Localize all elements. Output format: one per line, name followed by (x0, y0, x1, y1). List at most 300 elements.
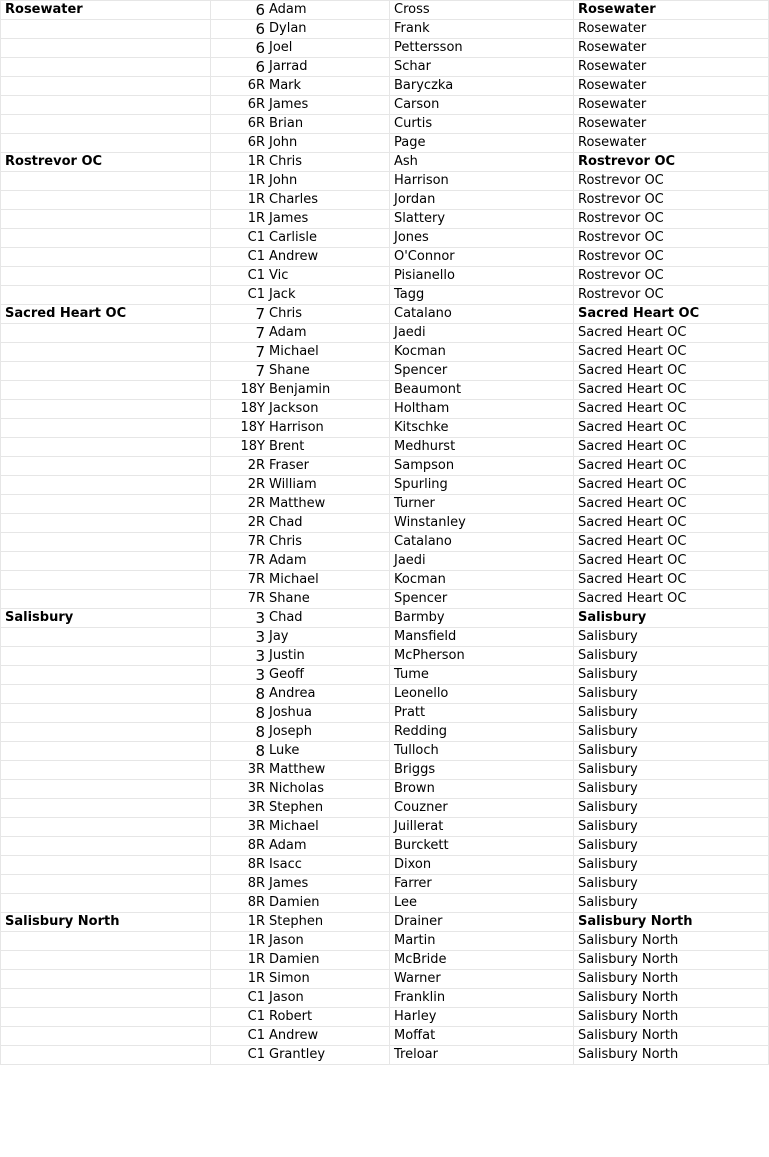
team-cell: Rostrevor OC (574, 286, 769, 305)
last-name-cell: Pratt (390, 704, 574, 723)
grade-cell: 2R (211, 476, 268, 495)
team-cell: Salisbury (574, 856, 769, 875)
table-row (1, 191, 769, 210)
first-name-cell: Chad (267, 609, 390, 628)
last-name-cell: Ash (390, 153, 574, 172)
grade-cell: 8 (211, 685, 268, 704)
first-name-cell: Luke (267, 742, 390, 761)
table-row (1, 343, 769, 362)
team-cell: Salisbury (574, 894, 769, 913)
table-row (1, 856, 769, 875)
club-cell (1, 210, 211, 229)
table-row (1, 514, 769, 533)
team-cell: Sacred Heart OC (574, 476, 769, 495)
team-cell: Salisbury North (574, 970, 769, 989)
grade-cell: C1 (211, 267, 268, 286)
table-row (1, 894, 769, 913)
club-cell (1, 1027, 211, 1046)
last-name-cell: Moffat (390, 1027, 574, 1046)
grade-cell: 6R (211, 134, 268, 153)
first-name-cell: Michael (267, 571, 390, 590)
club-cell (1, 533, 211, 552)
grade-cell: 1R (211, 951, 268, 970)
table-row (1, 286, 769, 305)
last-name-cell: Page (390, 134, 574, 153)
club-cell (1, 286, 211, 305)
grade-cell: 8 (211, 723, 268, 742)
table-row (1, 799, 769, 818)
team-cell: Sacred Heart OC (574, 590, 769, 609)
table-row (1, 267, 769, 286)
club-cell (1, 20, 211, 39)
first-name-cell: Grantley (267, 1046, 390, 1065)
team-cell: Sacred Heart OC (574, 305, 769, 324)
club-cell (1, 761, 211, 780)
club-cell (1, 685, 211, 704)
team-cell: Salisbury (574, 666, 769, 685)
club-cell (1, 894, 211, 913)
grade-cell: 6R (211, 115, 268, 134)
team-cell: Salisbury (574, 742, 769, 761)
team-cell: Sacred Heart OC (574, 457, 769, 476)
last-name-cell: Redding (390, 723, 574, 742)
last-name-cell: Spurling (390, 476, 574, 495)
last-name-cell: Pisianello (390, 267, 574, 286)
team-cell: Rosewater (574, 134, 769, 153)
first-name-cell: Jarrad (267, 58, 390, 77)
club-cell (1, 77, 211, 96)
grade-cell: 6R (211, 96, 268, 115)
first-name-cell: Joshua (267, 704, 390, 723)
last-name-cell: Baryczka (390, 77, 574, 96)
club-cell (1, 590, 211, 609)
first-name-cell: Simon (267, 970, 390, 989)
grade-cell: 18Y (211, 400, 268, 419)
last-name-cell: Leonello (390, 685, 574, 704)
table-row (1, 58, 769, 77)
grade-cell: 3R (211, 761, 268, 780)
first-name-cell: Damien (267, 894, 390, 913)
last-name-cell: Kitschke (390, 419, 574, 438)
first-name-cell: James (267, 210, 390, 229)
first-name-cell: Dylan (267, 20, 390, 39)
last-name-cell: Slattery (390, 210, 574, 229)
table-row (1, 20, 769, 39)
grade-cell: 1R (211, 153, 268, 172)
club-cell (1, 191, 211, 210)
table-row (1, 438, 769, 457)
grade-cell: 7 (211, 324, 268, 343)
table-row (1, 704, 769, 723)
club-cell (1, 628, 211, 647)
team-cell: Rostrevor OC (574, 172, 769, 191)
team-cell: Sacred Heart OC (574, 324, 769, 343)
club-cell (1, 115, 211, 134)
club-cell (1, 704, 211, 723)
first-name-cell: Adam (267, 1, 390, 20)
team-cell: Rosewater (574, 20, 769, 39)
club-cell (1, 552, 211, 571)
last-name-cell: Burckett (390, 837, 574, 856)
last-name-cell: McPherson (390, 647, 574, 666)
last-name-cell: Mansfield (390, 628, 574, 647)
club-cell (1, 1008, 211, 1027)
table-row (1, 875, 769, 894)
grade-cell: 7 (211, 362, 268, 381)
table-row (1, 476, 769, 495)
team-cell: Salisbury (574, 609, 769, 628)
team-cell: Rosewater (574, 39, 769, 58)
club-cell (1, 172, 211, 191)
club-cell (1, 229, 211, 248)
first-name-cell: Jason (267, 989, 390, 1008)
first-name-cell: Joel (267, 39, 390, 58)
last-name-cell: Jones (390, 229, 574, 248)
last-name-cell: Holtham (390, 400, 574, 419)
last-name-cell: Martin (390, 932, 574, 951)
first-name-cell: Andrea (267, 685, 390, 704)
last-name-cell: Barmby (390, 609, 574, 628)
table-row (1, 742, 769, 761)
club-cell (1, 495, 211, 514)
grade-cell: 1R (211, 932, 268, 951)
first-name-cell: Nicholas (267, 780, 390, 799)
first-name-cell: Jackson (267, 400, 390, 419)
club-cell (1, 514, 211, 533)
team-cell: Rostrevor OC (574, 248, 769, 267)
grade-cell: 3R (211, 818, 268, 837)
table-row (1, 248, 769, 267)
grade-cell: 8R (211, 837, 268, 856)
team-cell: Sacred Heart OC (574, 552, 769, 571)
table-row (1, 172, 769, 191)
team-cell: Salisbury (574, 799, 769, 818)
club-cell (1, 419, 211, 438)
grade-cell: 8 (211, 704, 268, 723)
table-row (1, 1008, 769, 1027)
team-cell: Rostrevor OC (574, 191, 769, 210)
table-row (1, 39, 769, 58)
first-name-cell: Shane (267, 362, 390, 381)
table-row (1, 1027, 769, 1046)
last-name-cell: Warner (390, 970, 574, 989)
table-row (1, 210, 769, 229)
first-name-cell: Chris (267, 153, 390, 172)
grade-cell: C1 (211, 1046, 268, 1065)
team-cell: Rosewater (574, 96, 769, 115)
last-name-cell: Beaumont (390, 381, 574, 400)
first-name-cell: John (267, 172, 390, 191)
grade-cell: 8 (211, 742, 268, 761)
grade-cell: 1R (211, 210, 268, 229)
last-name-cell: Schar (390, 58, 574, 77)
first-name-cell: Jay (267, 628, 390, 647)
first-name-cell: Damien (267, 951, 390, 970)
first-name-cell: William (267, 476, 390, 495)
club-cell (1, 438, 211, 457)
club-cell: Sacred Heart OC (1, 305, 211, 324)
table-row (1, 761, 769, 780)
team-cell: Salisbury (574, 647, 769, 666)
last-name-cell: Harrison (390, 172, 574, 191)
table-row (1, 666, 769, 685)
club-cell (1, 362, 211, 381)
club-cell (1, 324, 211, 343)
club-cell (1, 742, 211, 761)
club-cell (1, 970, 211, 989)
first-name-cell: Chris (267, 305, 390, 324)
team-cell: Sacred Heart OC (574, 400, 769, 419)
team-cell: Salisbury North (574, 1046, 769, 1065)
grade-cell: 6 (211, 1, 268, 20)
club-cell (1, 457, 211, 476)
grade-cell: 7R (211, 552, 268, 571)
team-cell: Salisbury (574, 818, 769, 837)
club-cell (1, 58, 211, 77)
last-name-cell: Treloar (390, 1046, 574, 1065)
table-row (1, 970, 769, 989)
table-row (1, 495, 769, 514)
team-cell: Salisbury North (574, 1008, 769, 1027)
first-name-cell: Adam (267, 324, 390, 343)
grade-cell: 7 (211, 343, 268, 362)
grade-cell: 7 (211, 305, 268, 324)
first-name-cell: Joseph (267, 723, 390, 742)
team-cell: Salisbury (574, 761, 769, 780)
first-name-cell: Fraser (267, 457, 390, 476)
last-name-cell: Farrer (390, 875, 574, 894)
table-row (1, 533, 769, 552)
first-name-cell: Adam (267, 552, 390, 571)
team-cell: Rostrevor OC (574, 267, 769, 286)
last-name-cell: Lee (390, 894, 574, 913)
first-name-cell: Justin (267, 647, 390, 666)
last-name-cell: Tulloch (390, 742, 574, 761)
grade-cell: 7R (211, 571, 268, 590)
club-cell (1, 666, 211, 685)
last-name-cell: Briggs (390, 761, 574, 780)
club-cell (1, 723, 211, 742)
first-name-cell: Jason (267, 932, 390, 951)
grade-cell: C1 (211, 989, 268, 1008)
grade-cell: 1R (211, 913, 268, 932)
first-name-cell: Matthew (267, 761, 390, 780)
team-cell: Sacred Heart OC (574, 514, 769, 533)
table-row (1, 362, 769, 381)
first-name-cell: James (267, 875, 390, 894)
team-cell: Salisbury North (574, 1027, 769, 1046)
grade-cell: 2R (211, 514, 268, 533)
first-name-cell: Charles (267, 191, 390, 210)
last-name-cell: Harley (390, 1008, 574, 1027)
team-cell: Rostrevor OC (574, 229, 769, 248)
team-cell: Salisbury North (574, 951, 769, 970)
team-cell: Sacred Heart OC (574, 495, 769, 514)
last-name-cell: Brown (390, 780, 574, 799)
club-cell (1, 267, 211, 286)
first-name-cell: Adam (267, 837, 390, 856)
last-name-cell: Kocman (390, 343, 574, 362)
last-name-cell: Frank (390, 20, 574, 39)
last-name-cell: Kocman (390, 571, 574, 590)
first-name-cell: Brian (267, 115, 390, 134)
team-cell: Salisbury (574, 685, 769, 704)
first-name-cell: Shane (267, 590, 390, 609)
table-row (1, 552, 769, 571)
table-row (1, 989, 769, 1008)
grade-cell: C1 (211, 1008, 268, 1027)
club-cell (1, 932, 211, 951)
team-cell: Salisbury (574, 875, 769, 894)
roster-body (1, 1, 769, 1065)
grade-cell: 6 (211, 20, 268, 39)
table-row (1, 419, 769, 438)
club-cell (1, 875, 211, 894)
table-row (1, 647, 769, 666)
last-name-cell: Tume (390, 666, 574, 685)
team-cell: Sacred Heart OC (574, 343, 769, 362)
table-row (1, 723, 769, 742)
last-name-cell: Jaedi (390, 552, 574, 571)
table-row (1, 818, 769, 837)
club-cell (1, 96, 211, 115)
club-cell (1, 381, 211, 400)
last-name-cell: Winstanley (390, 514, 574, 533)
table-row (1, 229, 769, 248)
first-name-cell: Andrew (267, 248, 390, 267)
table-row (1, 324, 769, 343)
club-cell (1, 39, 211, 58)
table-row (1, 685, 769, 704)
team-cell: Salisbury (574, 837, 769, 856)
last-name-cell: Pettersson (390, 39, 574, 58)
team-cell: Sacred Heart OC (574, 438, 769, 457)
club-cell: Rostrevor OC (1, 153, 211, 172)
table-row (1, 381, 769, 400)
first-name-cell: Brent (267, 438, 390, 457)
team-cell: Sacred Heart OC (574, 571, 769, 590)
club-cell (1, 951, 211, 970)
table-row (1, 628, 769, 647)
first-name-cell: Stephen (267, 913, 390, 932)
table-row (1, 153, 769, 172)
first-name-cell: Stephen (267, 799, 390, 818)
last-name-cell: Catalano (390, 533, 574, 552)
grade-cell: 1R (211, 172, 268, 191)
grade-cell: 3 (211, 609, 268, 628)
last-name-cell: Dixon (390, 856, 574, 875)
club-cell: Rosewater (1, 1, 211, 20)
table-row (1, 951, 769, 970)
club-cell (1, 134, 211, 153)
last-name-cell: Medhurst (390, 438, 574, 457)
team-cell: Sacred Heart OC (574, 419, 769, 438)
team-cell: Salisbury North (574, 932, 769, 951)
club-cell (1, 400, 211, 419)
club-cell (1, 1046, 211, 1065)
last-name-cell: O'Connor (390, 248, 574, 267)
first-name-cell: Andrew (267, 1027, 390, 1046)
grade-cell: 7R (211, 590, 268, 609)
club-cell: Salisbury (1, 609, 211, 628)
table-row (1, 400, 769, 419)
table-row (1, 932, 769, 951)
grade-cell: 3R (211, 780, 268, 799)
team-cell: Sacred Heart OC (574, 362, 769, 381)
club-cell (1, 780, 211, 799)
club-cell (1, 248, 211, 267)
table-row (1, 96, 769, 115)
team-cell: Salisbury (574, 704, 769, 723)
first-name-cell: John (267, 134, 390, 153)
grade-cell: 7R (211, 533, 268, 552)
first-name-cell: Matthew (267, 495, 390, 514)
last-name-cell: Couzner (390, 799, 574, 818)
team-cell: Rosewater (574, 115, 769, 134)
table-row (1, 913, 769, 932)
table-row (1, 77, 769, 96)
last-name-cell: Curtis (390, 115, 574, 134)
first-name-cell: Benjamin (267, 381, 390, 400)
last-name-cell: Turner (390, 495, 574, 514)
first-name-cell: Vic (267, 267, 390, 286)
first-name-cell: James (267, 96, 390, 115)
grade-cell: 8R (211, 856, 268, 875)
first-name-cell: Robert (267, 1008, 390, 1027)
team-cell: Sacred Heart OC (574, 381, 769, 400)
last-name-cell: McBride (390, 951, 574, 970)
table-row (1, 1046, 769, 1065)
grade-cell: C1 (211, 229, 268, 248)
last-name-cell: Jaedi (390, 324, 574, 343)
last-name-cell: Tagg (390, 286, 574, 305)
table-row (1, 590, 769, 609)
team-cell: Salisbury (574, 780, 769, 799)
last-name-cell: Catalano (390, 305, 574, 324)
club-cell (1, 989, 211, 1008)
team-cell: Rosewater (574, 1, 769, 20)
club-cell (1, 476, 211, 495)
last-name-cell: Spencer (390, 362, 574, 381)
team-cell: Salisbury (574, 723, 769, 742)
last-name-cell: Juillerat (390, 818, 574, 837)
last-name-cell: Spencer (390, 590, 574, 609)
grade-cell: 2R (211, 495, 268, 514)
team-cell: Rostrevor OC (574, 210, 769, 229)
grade-cell: 1R (211, 191, 268, 210)
club-cell (1, 647, 211, 666)
team-cell: Sacred Heart OC (574, 533, 769, 552)
grade-cell: 3 (211, 666, 268, 685)
table-row (1, 571, 769, 590)
first-name-cell: Geoff (267, 666, 390, 685)
grade-cell: C1 (211, 1027, 268, 1046)
grade-cell: 18Y (211, 381, 268, 400)
team-cell: Salisbury North (574, 913, 769, 932)
club-cell (1, 818, 211, 837)
club-cell (1, 343, 211, 362)
grade-cell: 6 (211, 58, 268, 77)
table-row (1, 305, 769, 324)
last-name-cell: Cross (390, 1, 574, 20)
club-cell (1, 799, 211, 818)
first-name-cell: Chris (267, 533, 390, 552)
team-cell: Salisbury (574, 628, 769, 647)
first-name-cell: Jack (267, 286, 390, 305)
grade-cell: 1R (211, 970, 268, 989)
club-cell (1, 837, 211, 856)
club-cell (1, 571, 211, 590)
